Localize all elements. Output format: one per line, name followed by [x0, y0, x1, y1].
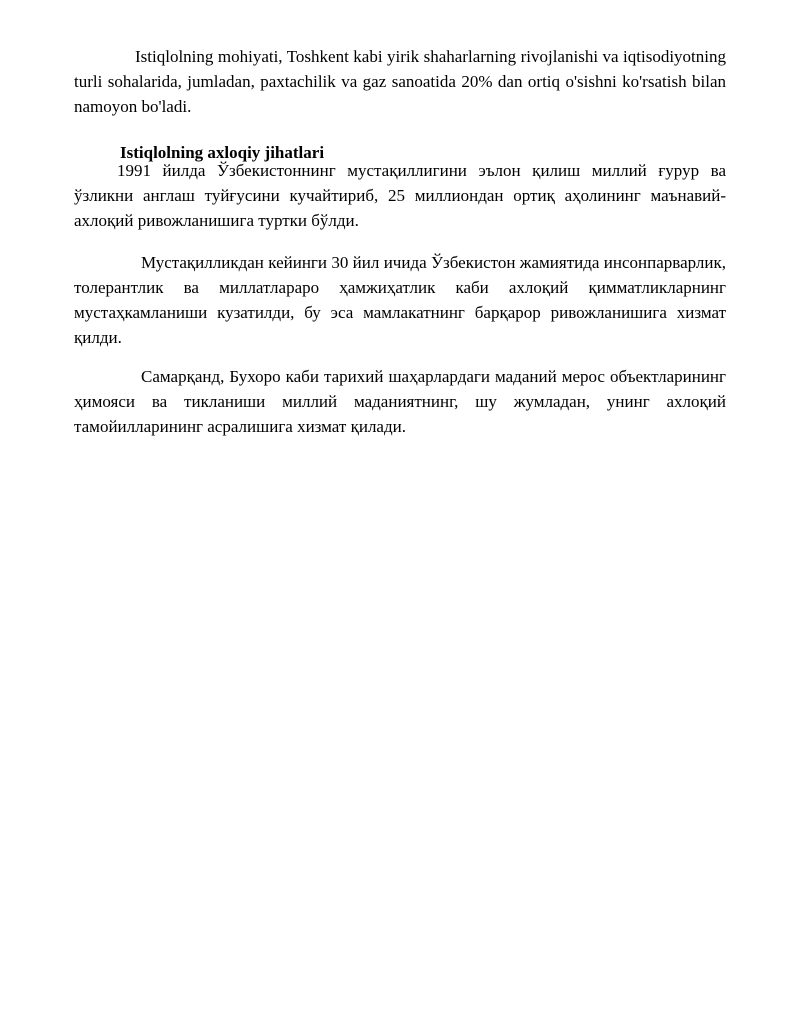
section-heading: Istiqlolning axloqiy jihatlari: [120, 143, 325, 162]
paragraph-cultural-heritage: Самарқанд, Бухоро каби тарихий шаҳарлардаги маданий мерос объектларининг ҳимояси ва тикланиши миллий маданиятнинг, шу жумладан, унинг ахлоқий тамойилларининг асралишига хизмат қилади.: [74, 367, 726, 436]
paragraph-30-years: Мустақилликдан кейинги 30 йил ичида Ўзбекистон жамиятида инсонпарварлик, толерантлик ва миллатлараро ҳамжиҳатлик каби ахлоқий қимматликларнинг мустаҳкамланиши кузатилди, бу эса мамлакатнинг барқарор ривожланишига хизмат қилди.: [74, 253, 726, 347]
paragraph-1991-declaration: 1991 йилда Ўзбекистоннинг мустақиллигини эълон қилиш миллий ғурур ва ўзликни англаш туйғусини кучайтириб, 25 миллиондан ортиқ аҳолининг маънавий-ахлоқий ривожланишига туртки бўлди.: [74, 161, 726, 230]
paragraph-independence-essence: Istiqlolning mohiyati, Toshkent kabi yirik shaharlarning rivojlanishi va iqtisodiyotning turli sohalarida, jumladan, paxtachilik va gaz sanoatida 20% dan ortiq o'sishni ko'rsatish bilan namoyon bo'ladi.: [74, 47, 726, 116]
